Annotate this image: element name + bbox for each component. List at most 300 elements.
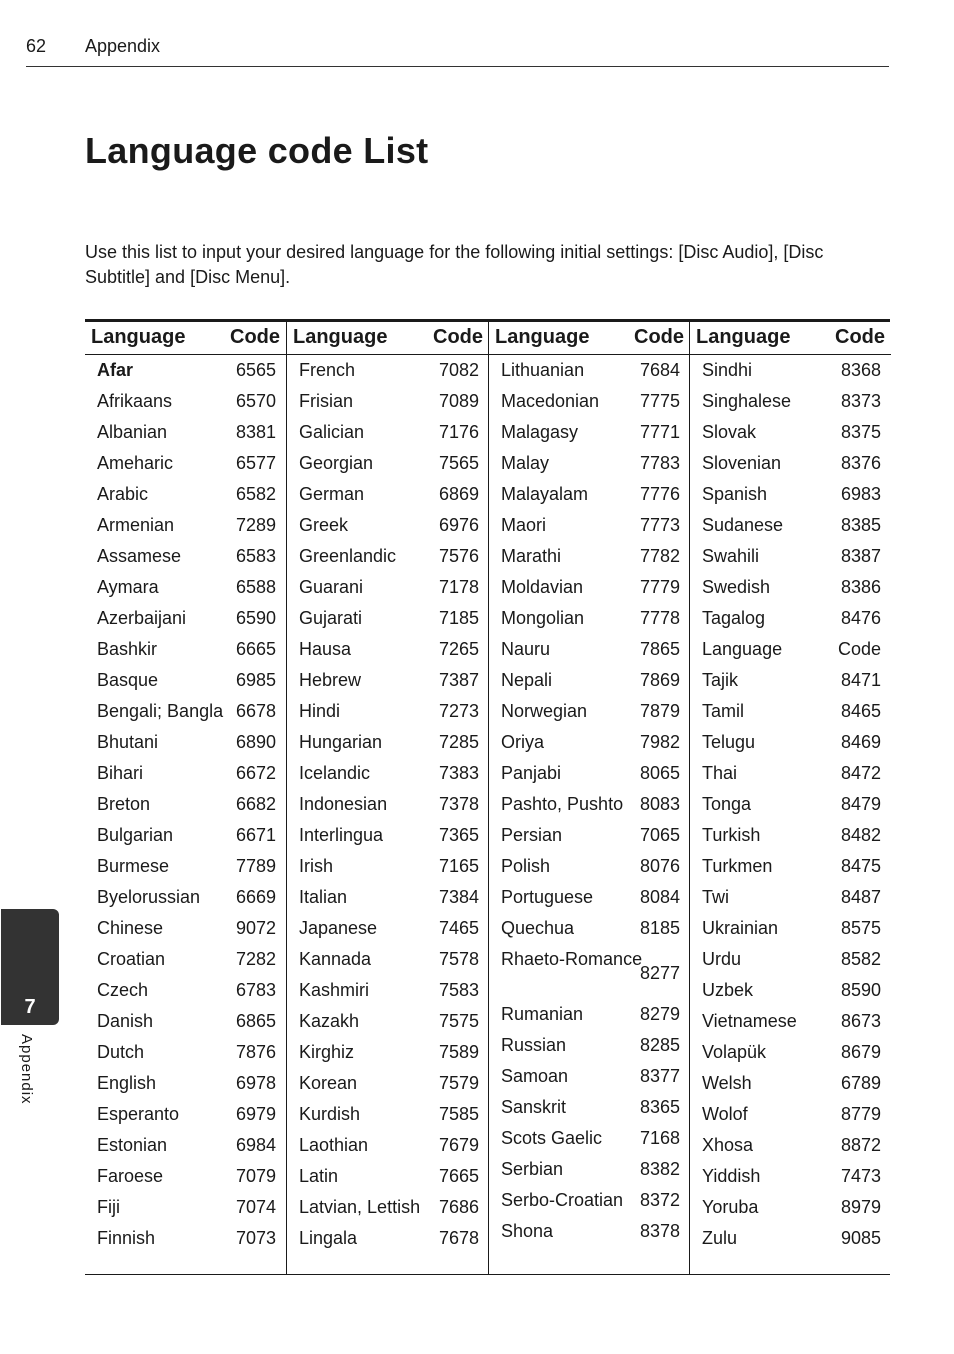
language-code: 8382 xyxy=(639,1159,680,1179)
code-header: Code xyxy=(433,326,483,348)
language-name: Telugu xyxy=(702,732,756,752)
table-row xyxy=(85,853,286,884)
table-row xyxy=(489,1032,690,1063)
language-code: 6565 xyxy=(235,360,276,380)
language-name: Esperanto xyxy=(97,1104,180,1124)
table-row xyxy=(690,1101,891,1132)
table-row xyxy=(489,1125,690,1156)
language-code: 7165 xyxy=(438,856,479,876)
table-row xyxy=(489,853,690,884)
language-code: 7782 xyxy=(639,546,680,566)
language-code: 7473 xyxy=(840,1166,881,1186)
language-name: Norwegian xyxy=(501,701,588,721)
table-row xyxy=(85,1225,286,1256)
language-name: Lithuanian xyxy=(501,360,585,380)
column-header xyxy=(85,322,286,355)
table-row xyxy=(85,884,286,915)
language-code: 8277 xyxy=(639,963,680,983)
language-name: Tajik xyxy=(702,670,739,690)
language-code: 8385 xyxy=(840,515,881,535)
language-name: Nepali xyxy=(501,670,553,690)
language-code: 7876 xyxy=(235,1042,276,1062)
table-row xyxy=(85,605,286,636)
language-code: 8285 xyxy=(639,1035,680,1055)
table-row xyxy=(690,543,891,574)
chapter-label: Appendix xyxy=(18,1034,35,1105)
table-row xyxy=(287,760,489,791)
table-column xyxy=(488,322,690,1274)
table-row xyxy=(489,884,690,915)
language-code: 7585 xyxy=(438,1104,479,1124)
language-code: 7575 xyxy=(438,1011,479,1031)
language-code: 7982 xyxy=(639,732,680,752)
language-code: 8471 xyxy=(840,670,881,690)
table-row xyxy=(287,512,489,543)
column-header xyxy=(489,322,690,355)
language-name: Tonga xyxy=(702,794,752,814)
language-name: Moldavian xyxy=(501,577,584,597)
table-row xyxy=(690,357,891,388)
language-code: 8372 xyxy=(639,1190,680,1210)
language-name: Twi xyxy=(702,887,729,907)
language-name: Albanian xyxy=(97,422,168,442)
language-code: 7185 xyxy=(438,608,479,628)
language-header: Language xyxy=(91,326,186,348)
language-name: Bihari xyxy=(97,763,144,783)
language-name: Guarani xyxy=(299,577,364,597)
language-code: 7079 xyxy=(235,1166,276,1186)
language-code: 8377 xyxy=(639,1066,680,1086)
language-name: Finnish xyxy=(97,1228,156,1248)
language-code: 8479 xyxy=(840,794,881,814)
language-name: Pashto, Pushto xyxy=(501,794,624,814)
language-name: Urdu xyxy=(702,949,742,969)
language-code: 6976 xyxy=(438,515,479,535)
table-row xyxy=(489,1001,690,1032)
language-name: Interlingua xyxy=(299,825,384,845)
language-code: 7178 xyxy=(438,577,479,597)
language-code: 7378 xyxy=(438,794,479,814)
language-name: English xyxy=(97,1073,157,1093)
language-name: Singhalese xyxy=(702,391,792,411)
language-name: Czech xyxy=(97,980,149,1000)
table-row xyxy=(489,1063,690,1094)
language-name: German xyxy=(299,484,365,504)
table-row xyxy=(287,1163,489,1194)
language-code: 9072 xyxy=(235,918,276,938)
language-code: 7779 xyxy=(639,577,680,597)
language-name: Malagasy xyxy=(501,422,579,442)
language-code: 7383 xyxy=(438,763,479,783)
language-name: Irish xyxy=(299,856,334,876)
intro-text: Use this list to input your desired language for the following initial settings: [Disc Audio], [Disc Subtitle] and [Disc Menu]. xyxy=(85,242,824,287)
language-code: 6678 xyxy=(235,701,276,721)
table-row xyxy=(85,574,286,605)
language-code: 8083 xyxy=(639,794,680,814)
language-name: Sudanese xyxy=(702,515,784,535)
language-code: 7783 xyxy=(639,453,680,473)
language-code: 7678 xyxy=(438,1228,479,1248)
table-row xyxy=(690,791,891,822)
language-code: 7679 xyxy=(438,1135,479,1155)
table-row xyxy=(287,977,489,1008)
language-code: 7176 xyxy=(438,422,479,442)
language-code: 8487 xyxy=(840,887,881,907)
table-row xyxy=(489,946,690,983)
language-name: Sindhi xyxy=(702,360,753,380)
language-name: Ameharic xyxy=(97,453,174,473)
table-row xyxy=(85,667,286,698)
language-header: Language xyxy=(293,326,388,348)
language-name: Kirghiz xyxy=(299,1042,355,1062)
table-row xyxy=(287,1225,489,1256)
table-row xyxy=(85,1070,286,1101)
language-code: 6869 xyxy=(438,484,479,504)
table-row xyxy=(690,1132,891,1163)
language-code: 7684 xyxy=(639,360,680,380)
code-header: Code xyxy=(634,326,684,348)
language-name: Zulu xyxy=(702,1228,738,1248)
language-name: Yiddish xyxy=(702,1166,761,1186)
table-row xyxy=(690,977,891,1008)
language-code: 7384 xyxy=(438,887,479,907)
table-row xyxy=(690,450,891,481)
table-row xyxy=(690,729,891,760)
language-name: Sanskrit xyxy=(501,1097,567,1117)
language-name: Slovenian xyxy=(702,453,782,473)
language-code: 8679 xyxy=(840,1042,881,1062)
language-code: 6865 xyxy=(235,1011,276,1031)
language-name: Georgian xyxy=(299,453,374,473)
language-name: Aymara xyxy=(97,577,159,597)
table-row xyxy=(690,853,891,884)
language-code: 7589 xyxy=(438,1042,479,1062)
language-code: 7289 xyxy=(235,515,276,535)
table-row xyxy=(690,946,891,977)
table-row xyxy=(287,946,489,977)
language-code: 8482 xyxy=(840,825,881,845)
language-code: 7089 xyxy=(438,391,479,411)
table-row xyxy=(690,698,891,729)
table-row xyxy=(287,388,489,419)
language-name: Mongolian xyxy=(501,608,585,628)
language-code: 7579 xyxy=(438,1073,479,1093)
table-row xyxy=(489,388,690,419)
language-code: 7073 xyxy=(235,1228,276,1248)
table-row xyxy=(287,574,489,605)
language-name: Swahili xyxy=(702,546,760,566)
language-name: Bashkir xyxy=(97,639,158,659)
language-name: Scots Gaelic xyxy=(501,1128,603,1148)
language-code: 8279 xyxy=(639,1004,680,1024)
language-name: Turkmen xyxy=(702,856,773,876)
language-name: Xhosa xyxy=(702,1135,754,1155)
language-code: 7273 xyxy=(438,701,479,721)
table-row xyxy=(690,605,891,636)
table-row xyxy=(287,450,489,481)
column-header xyxy=(287,322,489,355)
language-name: Chinese xyxy=(97,918,164,938)
table-row xyxy=(85,791,286,822)
language-code: 6682 xyxy=(235,794,276,814)
language-code-table xyxy=(85,319,890,1275)
language-code: 7168 xyxy=(639,1128,680,1148)
table-row xyxy=(287,543,489,574)
language-name: Swedish xyxy=(702,577,771,597)
page-header xyxy=(26,34,889,67)
language-name: Serbo-Croatian xyxy=(501,1190,624,1210)
language-name: Quechua xyxy=(501,918,575,938)
table-row xyxy=(690,884,891,915)
table-row xyxy=(85,1132,286,1163)
language-code: 7879 xyxy=(639,701,680,721)
table-row xyxy=(690,1194,891,1225)
table-row xyxy=(287,853,489,884)
table-row xyxy=(489,1156,690,1187)
table-row xyxy=(489,636,690,667)
page-title: Language code List xyxy=(85,130,429,171)
table-row xyxy=(85,450,286,481)
language-code: 6890 xyxy=(235,732,276,752)
table-column xyxy=(85,322,286,1274)
language-name: Tamil xyxy=(702,701,745,721)
table-row xyxy=(287,636,489,667)
language-code: 6588 xyxy=(235,577,276,597)
language-name: Bengali; Bangla xyxy=(97,701,224,721)
table-row xyxy=(85,760,286,791)
table-column xyxy=(286,322,489,1274)
language-name: Hausa xyxy=(299,639,352,659)
language-name: Macedonian xyxy=(501,391,600,411)
language-name: Slovak xyxy=(702,422,757,442)
language-name: Turkish xyxy=(702,825,761,845)
table-row xyxy=(690,1039,891,1070)
language-code: 6582 xyxy=(235,484,276,504)
language-code: 8465 xyxy=(840,701,881,721)
table-row xyxy=(690,1163,891,1194)
language-code: 7865 xyxy=(639,639,680,659)
language-code: 6570 xyxy=(235,391,276,411)
table-row xyxy=(489,574,690,605)
language-code: 8979 xyxy=(840,1197,881,1217)
table-row xyxy=(287,419,489,450)
language-name: Indonesian xyxy=(299,794,388,814)
code-header: Code xyxy=(230,326,280,348)
language-code: 6984 xyxy=(235,1135,276,1155)
language-code: 7778 xyxy=(639,608,680,628)
language-code: 8185 xyxy=(639,918,680,938)
language-code: 8872 xyxy=(840,1135,881,1155)
language-name: Kurdish xyxy=(299,1104,361,1124)
language-name: Arabic xyxy=(97,484,149,504)
table-row xyxy=(287,605,489,636)
language-name: Language xyxy=(702,639,783,659)
language-code: 8076 xyxy=(639,856,680,876)
language-code: 8575 xyxy=(840,918,881,938)
language-name: Panjabi xyxy=(501,763,562,783)
language-name: Tagalog xyxy=(702,608,766,628)
language-code: 7565 xyxy=(438,453,479,473)
language-code: 8065 xyxy=(639,763,680,783)
table-row xyxy=(85,698,286,729)
language-name: Kashmiri xyxy=(299,980,370,1000)
table-row xyxy=(287,791,489,822)
table-row xyxy=(287,1194,489,1225)
table-row xyxy=(690,512,891,543)
table-row xyxy=(287,884,489,915)
language-name: Wolof xyxy=(702,1104,748,1124)
language-code: 8375 xyxy=(840,422,881,442)
table-row xyxy=(85,946,286,977)
language-name: Croatian xyxy=(97,949,166,969)
table-row xyxy=(690,822,891,853)
language-name: Kannada xyxy=(299,949,372,969)
language-code: 8084 xyxy=(639,887,680,907)
language-name: Laothian xyxy=(299,1135,369,1155)
language-name: Nauru xyxy=(501,639,551,659)
table-row xyxy=(85,357,286,388)
language-name: Latvian, Lettish xyxy=(299,1197,421,1217)
language-code: 8368 xyxy=(840,360,881,380)
language-code: 8386 xyxy=(840,577,881,597)
language-code: 7265 xyxy=(438,639,479,659)
table-row xyxy=(85,1163,286,1194)
table-row xyxy=(287,915,489,946)
language-name: Italian xyxy=(299,887,348,907)
table-row xyxy=(690,760,891,791)
table-row xyxy=(85,636,286,667)
language-code: 7583 xyxy=(438,980,479,1000)
language-code: 6665 xyxy=(235,639,276,659)
table-row xyxy=(489,760,690,791)
language-code: 7282 xyxy=(235,949,276,969)
language-name: Polish xyxy=(501,856,551,876)
language-name: Ukrainian xyxy=(702,918,779,938)
table-row xyxy=(690,915,891,946)
language-code: 8373 xyxy=(840,391,881,411)
language-header: Language xyxy=(495,326,590,348)
language-name: Galician xyxy=(299,422,365,442)
table-row xyxy=(489,512,690,543)
table-row xyxy=(489,915,690,946)
language-name: Fiji xyxy=(97,1197,120,1217)
table-row xyxy=(287,357,489,388)
language-name: Danish xyxy=(97,1011,154,1031)
language-name: Marathi xyxy=(501,546,562,566)
language-code: 7082 xyxy=(438,360,479,380)
language-name: Assamese xyxy=(97,546,182,566)
table-row xyxy=(489,419,690,450)
language-name: Icelandic xyxy=(299,763,371,783)
language-code: 7776 xyxy=(639,484,680,504)
language-code: 7285 xyxy=(438,732,479,752)
language-code: 7665 xyxy=(438,1166,479,1186)
language-code: 8381 xyxy=(235,422,276,442)
table-row xyxy=(690,636,891,667)
language-name: Kazakh xyxy=(299,1011,360,1031)
language-name: Vietnamese xyxy=(702,1011,797,1031)
language-code: 6783 xyxy=(235,980,276,1000)
table-row xyxy=(489,1094,690,1125)
language-code: 7869 xyxy=(639,670,680,690)
table-row xyxy=(287,1039,489,1070)
language-name: Armenian xyxy=(97,515,175,535)
language-code: 6672 xyxy=(235,763,276,783)
language-name: Malayalam xyxy=(501,484,589,504)
language-name: Volapük xyxy=(702,1042,767,1062)
table-row xyxy=(690,1225,891,1256)
table-row xyxy=(85,1194,286,1225)
table-row xyxy=(489,667,690,698)
language-name: Afrikaans xyxy=(97,391,173,411)
language-name: French xyxy=(299,360,356,380)
language-code: 7775 xyxy=(639,391,680,411)
code-header: Code xyxy=(835,326,885,348)
language-code: 8378 xyxy=(639,1221,680,1241)
table-row xyxy=(85,915,286,946)
table-row xyxy=(287,1101,489,1132)
table-row xyxy=(287,822,489,853)
table-row xyxy=(85,1008,286,1039)
language-code: 7773 xyxy=(639,515,680,535)
table-row xyxy=(287,667,489,698)
language-code: 8365 xyxy=(639,1097,680,1117)
language-code: 6590 xyxy=(235,608,276,628)
language-name: Afar xyxy=(97,360,134,380)
table-row xyxy=(287,1132,489,1163)
language-code: 6978 xyxy=(235,1073,276,1093)
language-name: Dutch xyxy=(97,1042,145,1062)
language-name: Thai xyxy=(702,763,738,783)
language-name: Hebrew xyxy=(299,670,362,690)
language-code: 8376 xyxy=(840,453,881,473)
table-row xyxy=(287,1070,489,1101)
table-row xyxy=(489,1187,690,1218)
table-row xyxy=(85,388,286,419)
language-name: Greek xyxy=(299,515,349,535)
language-name: Breton xyxy=(97,794,151,814)
language-code: 8590 xyxy=(840,980,881,1000)
language-name: Malay xyxy=(501,453,550,473)
language-name: Welsh xyxy=(702,1073,752,1093)
table-row xyxy=(690,419,891,450)
table-row xyxy=(85,512,286,543)
language-code: 7686 xyxy=(438,1197,479,1217)
language-name: Bhutani xyxy=(97,732,159,752)
language-code: 8673 xyxy=(840,1011,881,1031)
language-code: 7771 xyxy=(639,422,680,442)
table-row xyxy=(85,1101,286,1132)
table-row xyxy=(489,1218,690,1249)
column-header xyxy=(690,322,891,355)
language-code: 6979 xyxy=(235,1104,276,1124)
table-row xyxy=(85,1039,286,1070)
table-row xyxy=(489,357,690,388)
language-name: Maori xyxy=(501,515,547,535)
language-name: Samoan xyxy=(501,1066,569,1086)
language-code: 8387 xyxy=(840,546,881,566)
language-name: Uzbek xyxy=(702,980,754,1000)
table-row xyxy=(85,977,286,1008)
language-name: Japanese xyxy=(299,918,378,938)
language-name: Rumanian xyxy=(501,1004,584,1024)
language-name: Gujarati xyxy=(299,608,363,628)
language-name: Lingala xyxy=(299,1228,358,1248)
table-row xyxy=(690,481,891,512)
language-code: 8469 xyxy=(840,732,881,752)
table-row xyxy=(489,450,690,481)
language-code: 8475 xyxy=(840,856,881,876)
